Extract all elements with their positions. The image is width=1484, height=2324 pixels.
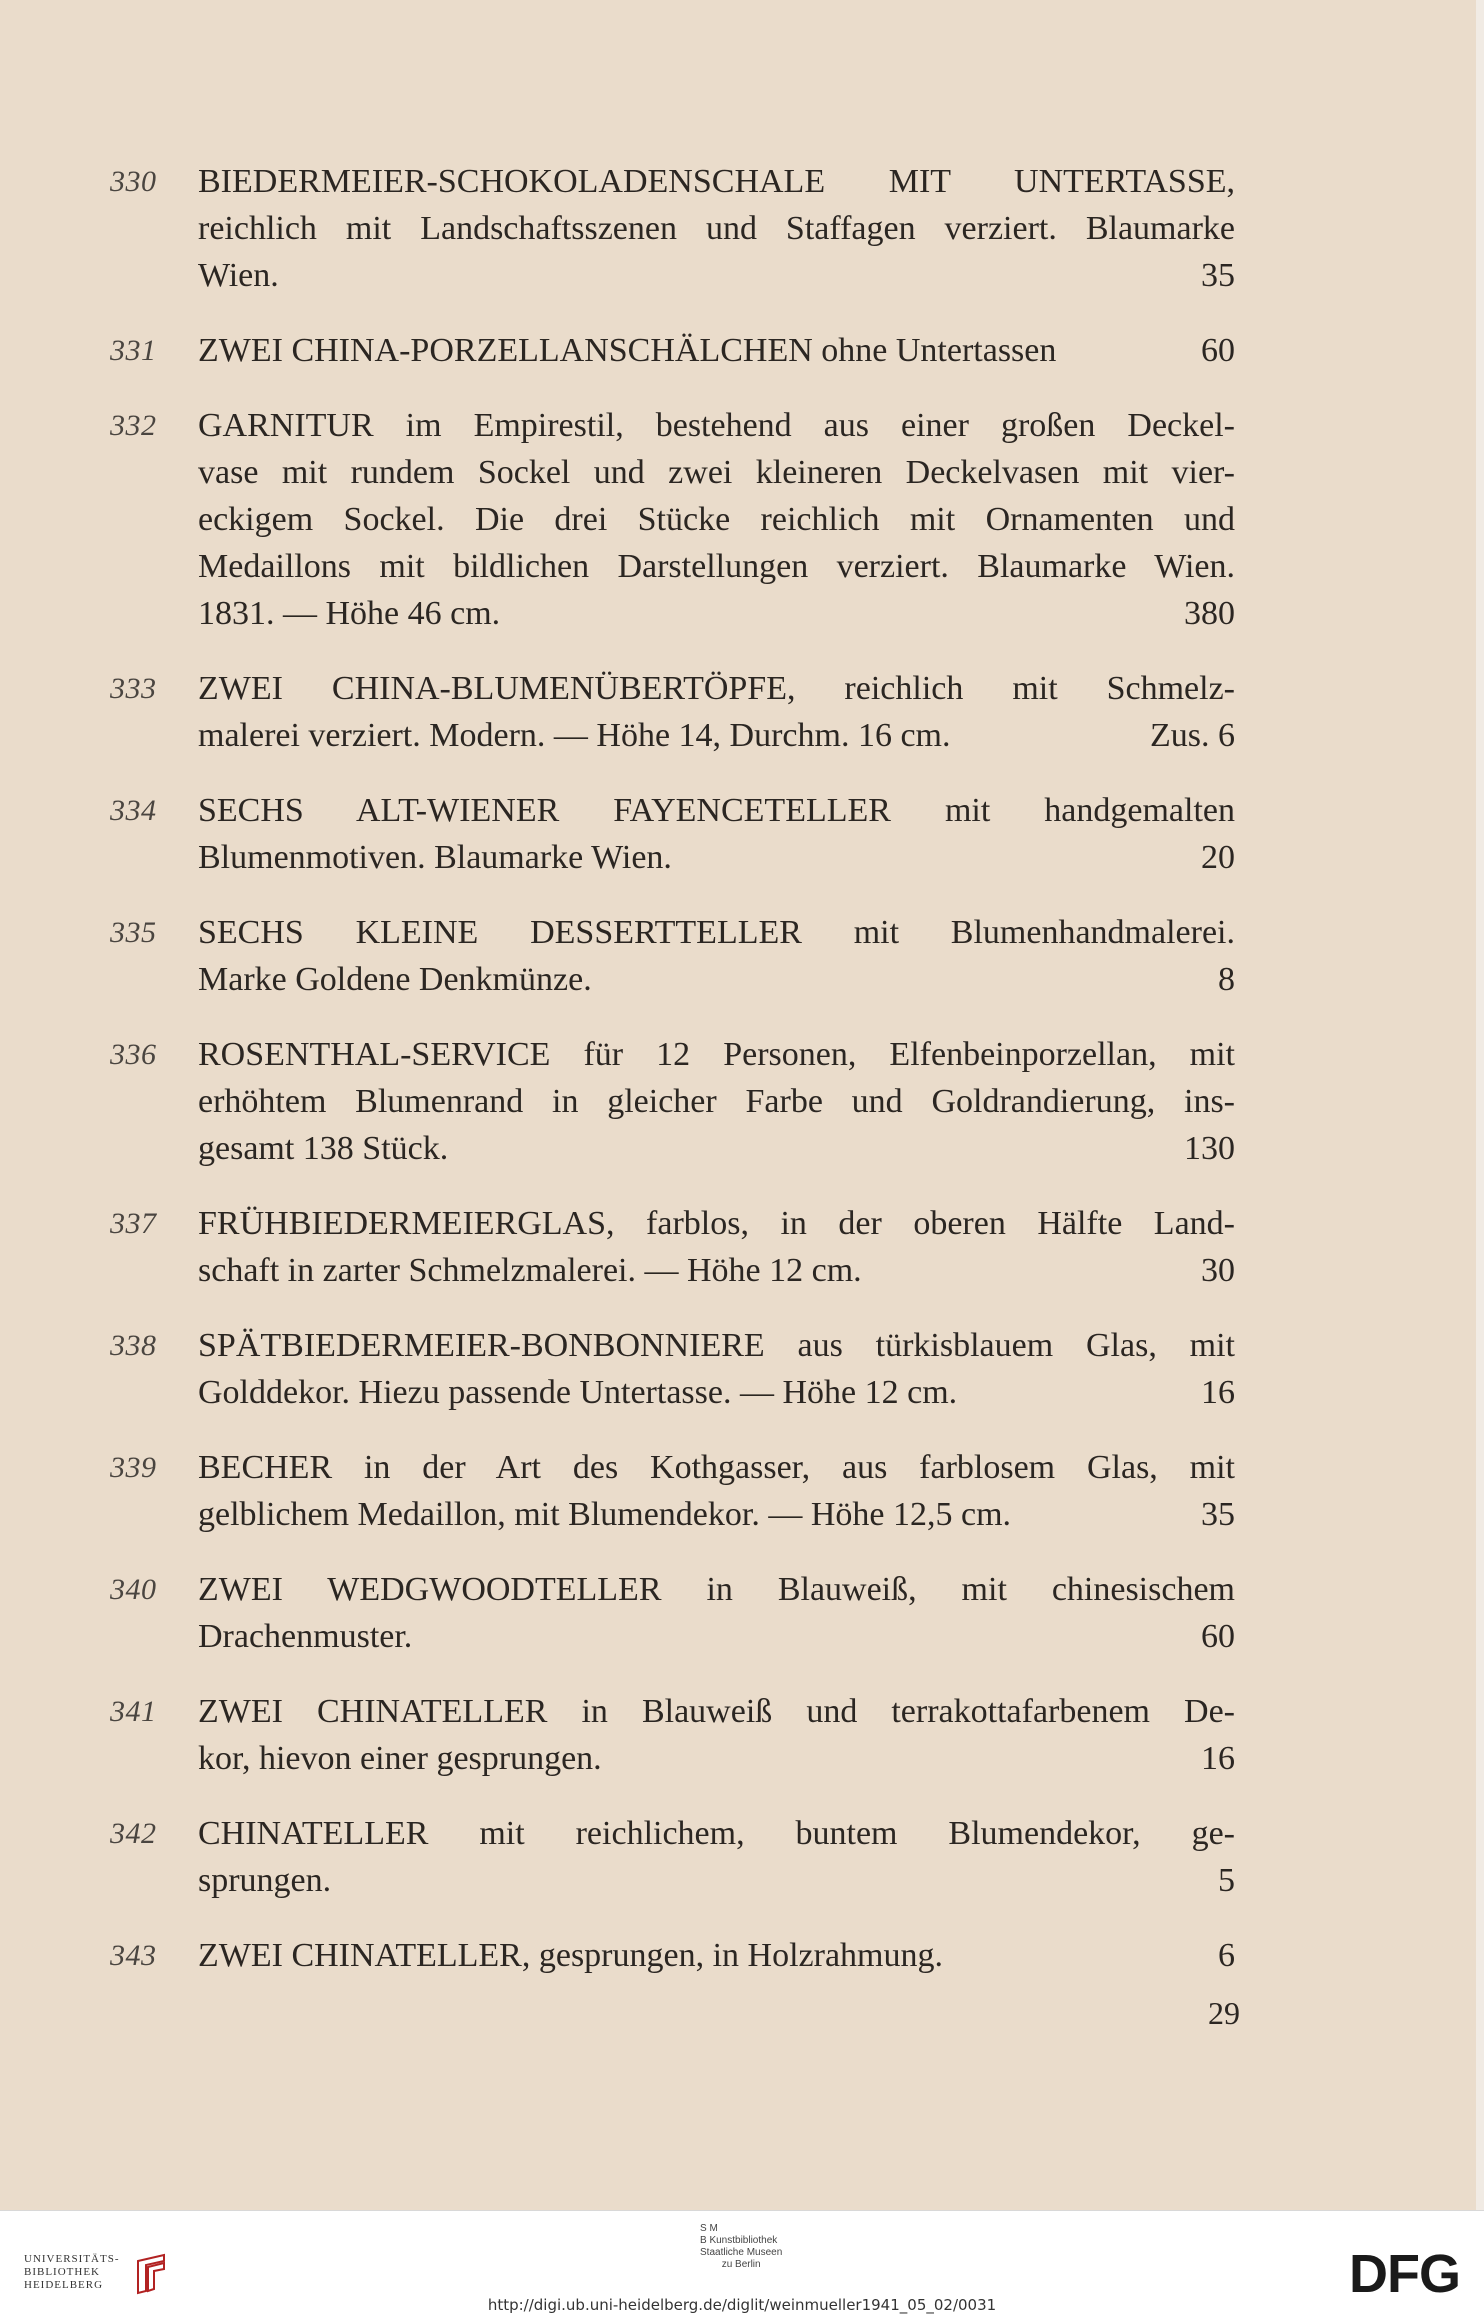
lot-price: 130 xyxy=(1184,1130,1235,1167)
university-name: UNIVERSITÄTS- BIBLIOTHEK HEIDELBERG xyxy=(24,2253,120,2291)
lot-description xyxy=(198,1688,1235,1782)
lot-description xyxy=(198,327,1235,374)
lot-description xyxy=(198,665,1235,759)
lot-price: 6 xyxy=(1218,1937,1235,1974)
description-line xyxy=(198,590,1235,637)
university-library-logo[interactable] xyxy=(24,2251,194,2301)
description-line xyxy=(198,1369,1235,1416)
description-line xyxy=(198,787,1235,834)
source-url[interactable]: http://digi.ub.uni-heidelberg.de/diglit/weinmueller1941_05_02/0031 xyxy=(487,2296,997,2314)
line-text: Medaillons mit bildlichen Darstellungen verziert. Blaumarke Wien. xyxy=(198,548,1235,585)
line-text: GARNITUR im Empirestil, bestehend aus einer großen Deckel- xyxy=(198,407,1235,444)
lot-description xyxy=(198,1566,1235,1660)
lot-number: 343 xyxy=(110,1939,157,1972)
line-text: BECHER in der Art des Kothgasser, aus farblosem Glas, mit xyxy=(198,1449,1235,1486)
lot-description xyxy=(198,1932,1235,1979)
lot-number: 337 xyxy=(110,1207,157,1240)
description-line xyxy=(198,1688,1235,1735)
catalog-entry xyxy=(110,1810,1235,1904)
lot-price: 35 xyxy=(1201,257,1235,294)
lot-number: 336 xyxy=(110,1038,157,1071)
lot-description xyxy=(198,1031,1235,1172)
description-line xyxy=(198,1932,1235,1979)
line-text: Drachenmuster. xyxy=(198,1618,413,1655)
line-text: ZWEI WEDGWOODTELLER in Blauweiß, mit chinesischem xyxy=(198,1571,1235,1608)
description-line xyxy=(198,956,1235,1003)
lot-description xyxy=(198,1200,1235,1294)
line-text: Marke Goldene Denkmünze. xyxy=(198,961,592,998)
catalog-entry xyxy=(110,1932,1235,1979)
catalog-entry xyxy=(110,1444,1235,1538)
description-line xyxy=(198,327,1235,374)
lot-description xyxy=(198,1322,1235,1416)
catalog-entry xyxy=(110,158,1235,299)
line-text: ZWEI CHINATELLER, gesprungen, in Holzrahmung. xyxy=(198,1937,943,1974)
lot-number: 339 xyxy=(110,1451,157,1484)
line-text: vase mit rundem Sockel und zwei kleineren Deckelvasen mit vier- xyxy=(198,454,1235,491)
line-text: Golddekor. Hiezu passende Untertasse. — Höhe 12 cm. xyxy=(198,1374,958,1411)
description-line xyxy=(198,1735,1235,1782)
line-text: kor, hievon einer gesprungen. xyxy=(198,1740,602,1777)
line-text: ZWEI CHINA-BLUMENÜBERTÖPFE, reichlich mit Schmelz- xyxy=(198,670,1235,707)
description-line xyxy=(198,402,1235,449)
catalog-entry xyxy=(110,909,1235,1003)
lot-number: 338 xyxy=(110,1329,157,1362)
description-line xyxy=(198,158,1235,205)
description-line xyxy=(198,1491,1235,1538)
description-line xyxy=(198,909,1235,956)
catalog-entries xyxy=(110,158,1235,2007)
lot-description xyxy=(198,1444,1235,1538)
description-line xyxy=(198,1857,1235,1904)
lot-description xyxy=(198,158,1235,299)
lot-price: 8 xyxy=(1218,961,1235,998)
lot-number: 332 xyxy=(110,409,157,442)
lot-price: 380 xyxy=(1184,595,1235,632)
description-line xyxy=(198,1078,1235,1125)
line-text: SECHS ALT-WIENER FAYENCETELLER mit handgemalten xyxy=(198,792,1235,829)
lot-number: 342 xyxy=(110,1817,157,1850)
line-text: ZWEI CHINATELLER in Blauweiß und terrakottafarbenem De- xyxy=(198,1693,1235,1730)
catalog-entry xyxy=(110,1688,1235,1782)
catalog-entry xyxy=(110,787,1235,881)
description-line xyxy=(198,449,1235,496)
line-text: SECHS KLEINE DESSERTTELLER mit Blumenhandmalerei. xyxy=(198,914,1235,951)
description-line xyxy=(198,1322,1235,1369)
university-mark-icon xyxy=(134,2251,170,2297)
catalog-entry xyxy=(110,1566,1235,1660)
description-line xyxy=(198,1031,1235,1078)
line-text: Wien. xyxy=(198,257,279,294)
catalog-entry xyxy=(110,665,1235,759)
description-line xyxy=(198,834,1235,881)
lot-price: 30 xyxy=(1201,1252,1235,1289)
description-line xyxy=(198,252,1235,299)
line-text: reichlich mit Landschaftsszenen und Staffagen verziert. Blaumarke xyxy=(198,210,1235,247)
sm-berlin-logo[interactable]: S M B Kunstbibliothek Staatliche Museen zu Berlin xyxy=(700,2223,783,2270)
lot-number: 333 xyxy=(110,672,157,705)
line-text: BIEDERMEIER-SCHOKOLADENSCHALE MIT UNTERTASSE, xyxy=(198,163,1235,200)
description-line xyxy=(198,543,1235,590)
lot-number: 331 xyxy=(110,334,157,367)
lot-number: 341 xyxy=(110,1695,157,1728)
lot-description xyxy=(198,787,1235,881)
description-line xyxy=(198,1125,1235,1172)
description-line xyxy=(198,1200,1235,1247)
catalog-entry xyxy=(110,327,1235,374)
line-text: erhöhtem Blumenrand in gleicher Farbe und Goldrandierung, ins- xyxy=(198,1083,1235,1120)
description-line xyxy=(198,1444,1235,1491)
line-text: schaft in zarter Schmelzmalerei. — Höhe 12 cm. xyxy=(198,1252,862,1289)
lot-price: 16 xyxy=(1201,1740,1235,1777)
line-text: ZWEI CHINA-PORZELLANSCHÄLCHEN ohne Untertassen xyxy=(198,332,1057,369)
description-line xyxy=(198,496,1235,543)
description-line xyxy=(198,665,1235,712)
lot-number: 340 xyxy=(110,1573,157,1606)
lot-description xyxy=(198,402,1235,637)
description-line xyxy=(198,205,1235,252)
lot-number: 335 xyxy=(110,916,157,949)
description-line xyxy=(198,1247,1235,1294)
line-text: malerei verziert. Modern. — Höhe 14, Durchm. 16 cm. xyxy=(198,717,951,754)
catalog-entry xyxy=(110,402,1235,637)
catalog-entry xyxy=(110,1031,1235,1172)
catalog-entry xyxy=(110,1322,1235,1416)
line-text: sprungen. xyxy=(198,1862,332,1899)
lot-number: 334 xyxy=(110,794,157,827)
line-text: eckigem Sockel. Die drei Stücke reichlich mit Ornamenten und xyxy=(198,501,1235,538)
line-text: FRÜHBIEDERMEIERGLAS, farblos, in der oberen Hälfte Land- xyxy=(198,1205,1235,1242)
page-number: 29 xyxy=(1208,1995,1240,2031)
line-text: 1831. — Höhe 46 cm. xyxy=(198,595,501,632)
description-line xyxy=(198,1810,1235,1857)
dfg-logo[interactable]: DFG xyxy=(1349,2244,1460,2304)
description-line xyxy=(198,1566,1235,1613)
line-text: Blumenmotiven. Blaumarke Wien. xyxy=(198,839,672,876)
page-edge xyxy=(1476,0,1484,2210)
catalog-entry xyxy=(110,1200,1235,1294)
line-text: CHINATELLER mit reichlichem, buntem Blumendekor, ge- xyxy=(198,1815,1235,1852)
description-line xyxy=(198,1613,1235,1660)
lot-number: 330 xyxy=(110,165,157,198)
lot-description xyxy=(198,909,1235,1003)
lot-price: 60 xyxy=(1201,1618,1235,1655)
line-text: gesamt 138 Stück. xyxy=(198,1130,449,1167)
description-line xyxy=(198,712,1235,759)
lot-price: 60 xyxy=(1201,332,1235,369)
lot-price: 16 xyxy=(1201,1374,1235,1411)
line-text: gelblichem Medaillon, mit Blumendekor. — Höhe 12,5 cm. xyxy=(198,1496,1012,1533)
lot-price: 5 xyxy=(1218,1862,1235,1899)
lot-description xyxy=(198,1810,1235,1904)
lot-price: 35 xyxy=(1201,1496,1235,1533)
lot-price: 20 xyxy=(1201,839,1235,876)
lot-price: Zus. 6 xyxy=(1150,717,1235,754)
line-text: SPÄTBIEDERMEIER-BONBONNIERE aus türkisblauem Glas, mit xyxy=(198,1327,1235,1364)
line-text: ROSENTHAL-SERVICE für 12 Personen, Elfenbeinporzellan, mit xyxy=(198,1036,1235,1073)
